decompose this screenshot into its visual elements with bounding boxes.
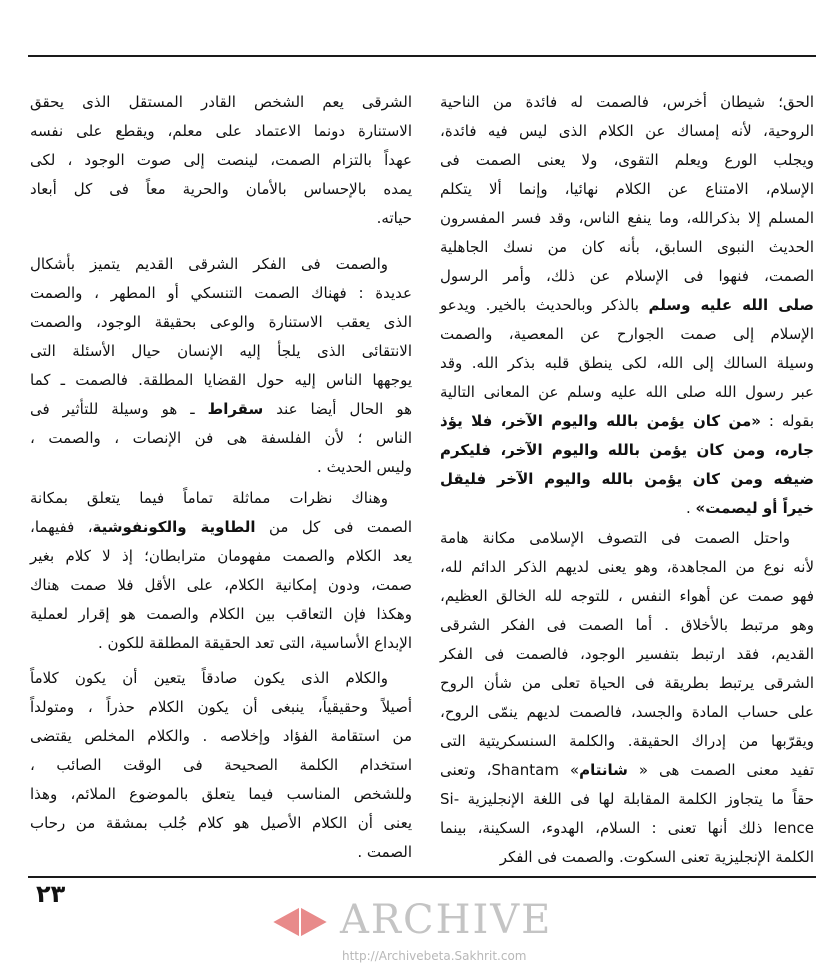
text-line: ويجلب الورع ويعلم التقوى، ولا يعنى الصمت فى xyxy=(440,151,814,169)
text-line: الصمت . xyxy=(357,843,412,861)
text-segment: » Shantam، وتعنى xyxy=(440,761,580,779)
text-line: الإسلام إلى صمت الجوارح عن المعصية، والصمت xyxy=(440,325,814,343)
text-line: الكلمة الإنجليزية تعنى السكوت. والصمت فى الفكر xyxy=(499,848,814,866)
paragraph xyxy=(30,484,412,658)
text-line: يوجهها الناس إليه حول القضايا المطلقة. فالصمت ـ كما xyxy=(30,371,412,389)
page-number: ٢٣ xyxy=(36,880,66,908)
text-segment: ـ هو وسيلة للتأثير فى xyxy=(30,400,208,418)
text-segment: بقوله : xyxy=(760,412,815,430)
text-line: استخدام الكلمة الصحيحة فى الوقت الصائب ، xyxy=(30,756,412,774)
text-line xyxy=(30,395,412,424)
bold-text-segment: جاره، ومن كان يؤمن بالله واليوم الآخر، فليكرم xyxy=(440,441,814,459)
text-line: واحتل الصمت فى التصوف الإسلامى مكانة هامة xyxy=(440,529,790,547)
bold-text-segment: صلى الله عليه وسلم xyxy=(648,296,814,314)
text-line: يعد الكلام والصمت مفهومان مترابطان؛ إذ لا كلام بغير xyxy=(30,547,412,565)
text-segment: هو الحال أيضا عند xyxy=(263,400,412,418)
text-line: عديدة : فهناك الصمت التنسكي أو المطهر ، والصمت xyxy=(30,284,412,302)
text-segment: بالذكر وبالحديث بالخير. ويدعو xyxy=(440,296,649,314)
text-line: الحق؛ شيطان أخرس، فالصمت له فائدة من الناحية xyxy=(440,93,814,111)
bold-text-segment: شانتام xyxy=(579,761,628,779)
text-line: ويقرّبها من إدراك الحقيقة. والكلمة السنسكريتية التى xyxy=(440,732,814,750)
text-line xyxy=(440,407,814,436)
text-line: وهناك نظرات مماثلة تماماً فيما يتعلق بمكانة xyxy=(30,489,388,507)
text-line: الشرقى يرتبط بطريقة فى الحياة تعلى من شأن الروح xyxy=(440,674,814,692)
text-line: الروحية، لأنه إمساك عن الكلام الذى ليس فيه فائدة، xyxy=(440,122,814,140)
text-line: على حساب المادة والجسد، فالصمت لديهم ينمّى الروح، xyxy=(440,703,814,721)
text-line: أصيلاً وحقيقياً، ينبغى أن يكون الكلام حذراً ، ومتولداً xyxy=(30,698,412,716)
bold-text-segment: «من كان يؤمن بالله واليوم الآخر، فلا يؤذ xyxy=(440,412,761,430)
text-line: وهكذا فإن التعاقب بين الكلام والصمت هو إقرار لعملية xyxy=(30,605,412,623)
watermark-url: http://Archivebeta.Sakhrit.com xyxy=(342,949,527,963)
paragraph xyxy=(30,664,412,867)
text-segment: . xyxy=(685,499,696,517)
text-line: الحديث النبوى السابق، بأنه كان من نسك الجاهلية xyxy=(440,238,814,256)
text-segment: تفيد معنى الصمت هى « xyxy=(627,761,814,779)
top-rule xyxy=(28,55,816,57)
text-line: الشرقى يعم الشخص القادر المستقل الذى يحقق xyxy=(30,93,412,111)
paragraph xyxy=(440,88,814,523)
text-line: يعنى أن الكلام الأصيل هو كلام جُلب بمشقة من رحاب xyxy=(30,814,412,832)
text-segment: الصمت فى كل من xyxy=(255,518,412,536)
text-line: الذى يعقب الاستنارة والوعى بحقيقة الوجود، والصمت xyxy=(30,313,412,331)
text-line: الإبداع الأساسية، التى تعد الحقيقة المطلقة للكون . xyxy=(98,634,412,652)
text-line: وهو مرتبط بالأخلاق . أما الصمت فى الفكر الشرقى xyxy=(440,616,814,634)
text-line xyxy=(440,465,814,494)
text-line: الانتقائى الذى يلجأ إليه الإنسان حيال الأسئلة التى xyxy=(30,342,412,360)
text-line: عهداً بالتزام الصمت، لينصت إلى صوت الوجود ، لكى xyxy=(30,151,412,169)
text-segment: ، ففيهما، xyxy=(30,518,93,536)
paragraph xyxy=(440,524,814,872)
text-line: يمده بالإحساس بالأمان والحرية معاً فى كل أبعاد xyxy=(30,180,412,198)
text-line: فهو صمت عن أهواء النفس ، للتوجه لله الخالق العظيم، xyxy=(440,587,814,605)
paragraph xyxy=(30,250,412,482)
text-line: لأنه نوع من المجاهدة، وهو يعنى لديهم الذكر الدائم لله، xyxy=(440,558,814,576)
text-line xyxy=(440,756,814,785)
watermark-book-icon xyxy=(270,902,330,942)
text-line xyxy=(440,291,814,320)
bold-text-segment: الطاوية والكونفوشية xyxy=(92,518,256,536)
text-line: حقاً ما يتجاوز الكلمة المقابلة لها فى اللغة الإنجليزية -Si xyxy=(440,790,814,808)
text-line: lence ذلك أنها تعنى : السلام، الهدوء، السكينة، بينما xyxy=(440,819,814,837)
text-line: وسيلة السالك إلى الله، لكى ينطق قلبه بذكر الله. وقد xyxy=(440,354,814,372)
text-line xyxy=(440,436,814,465)
bold-text-segment: سقراط xyxy=(207,400,264,418)
text-line: وللشخص المناسب فيما يتعلق بالموضوع الملائم، وهذا xyxy=(30,785,412,803)
bold-text-segment: ضيفه ومن كان يؤمن بالله واليوم الآخر فليقل xyxy=(440,470,814,488)
text-line: الصمت، فنهوا فى الإسلام عن ذلك، وأمر الرسول xyxy=(440,267,814,285)
text-line: المسلم إلا بذكرالله، وما ينفع الناس، وقد فسر المفسرون xyxy=(440,209,814,227)
bottom-rule xyxy=(28,876,816,878)
text-line: صمت، ودون إمكانية الكلام، على الأقل فلا صمت هناك xyxy=(30,576,412,594)
text-line: الناس ؛ لأن الفلسفة هى فن الإنصات ، والصمت ، xyxy=(30,429,412,447)
text-line: والصمت فى الفكر الشرقى القديم يتميز بأشكال xyxy=(30,255,388,273)
text-line: من استقامة الفؤاد وإخلاصه . والكلام المخلص يقتضى xyxy=(30,727,412,745)
text-line: الاستنارة دونما الاعتماد على معلم، ويقطع على نفسه xyxy=(30,122,412,140)
text-line xyxy=(30,513,412,542)
text-line: القديم، فقد ارتبط بتفسير الوجود، فالصمت فى الفكر xyxy=(440,645,814,663)
bold-text-segment: خيراً أو ليصمت» xyxy=(695,499,814,517)
paragraph xyxy=(30,88,412,233)
text-line: الإسلام، الامتناع عن الكلام نهائيا، وإنما ألا يتكلم xyxy=(440,180,814,198)
text-line: حياته. xyxy=(376,209,412,227)
text-line: عبر رسول الله صلى الله عليه وسلم عن المعانى التالية xyxy=(440,383,814,401)
text-line: والكلام الذى يكون صادقاً يتعين أن يكون كلاماً xyxy=(30,669,388,687)
text-line xyxy=(440,494,814,523)
watermark-text: ARCHIVE xyxy=(340,897,553,943)
text-line: وليس الحديث . xyxy=(317,458,412,476)
